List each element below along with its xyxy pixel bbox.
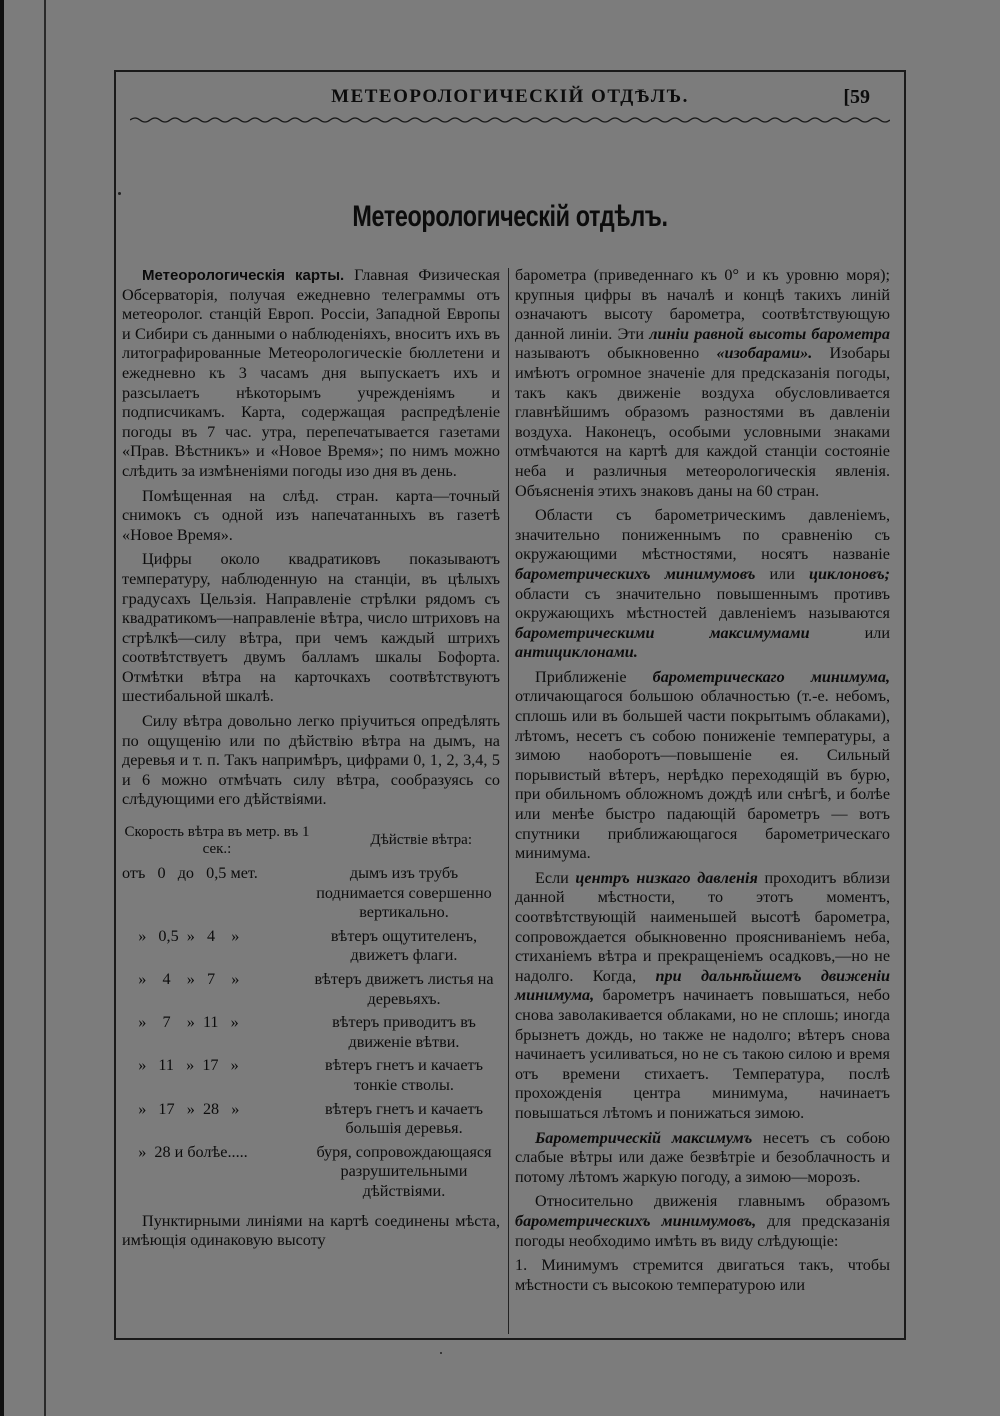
text-run: Области съ барометрическимъ давленіемъ, значительно пониженнымъ по сравненію съ окружающими мѣстностями, носятъ названіе	[515, 506, 890, 564]
wind-speed-header: Скорость вѣтра въ метр. въ 1 сек.:	[124, 824, 310, 858]
emphasis-text: барометрическаго минимума,	[652, 667, 891, 686]
paragraph-minimum-approach	[515, 668, 890, 864]
wind-effect-cell: вѣтеръ движетъ листья на деревьяхъ.	[314, 970, 494, 1008]
running-head	[114, 86, 906, 116]
wind-effect-cell: вѣтеръ ощутителенъ, движетъ флаги.	[330, 926, 478, 965]
wind-speed-cell: » 7 » 11 »	[122, 1013, 239, 1032]
paragraph-map-note: Помѣщенная на слѣд. стран. карта—точный снимокъ съ одной изъ напечатанныхъ въ газетѣ «Новое Время».	[122, 486, 500, 544]
text-run: области съ значительно повышеннымъ противъ окружающихъ мѣстностей давленіемъ называются	[515, 584, 890, 623]
wind-table	[122, 864, 500, 1202]
wind-effect-cell: буря, сопровождающаяся разрушительными дѣйствіями.	[316, 1142, 492, 1200]
text-run: Приближеніе	[535, 667, 627, 686]
wind-speed-cell: » 11 » 17 »	[122, 1056, 239, 1075]
text-run: отличающагося большою облачностью (т.-е. небомъ, сплошь или въ большей части покрытымъ облаками), лѣтомъ, несетъ съ собою пониженіе температуры, а зимою наоборотъ—повышеніе ея. Сильный порывистый вѣтеръ, нерѣдко переходящій въ бурю, при обильномъ обложномъ дождѣ или снѣгѣ, и болѣе или менѣе быстро падающій барометръ — вотъ спутники приближающагося барометрическаго минимума.	[515, 687, 890, 863]
wind-effect-cell: вѣтеръ приводитъ въ движеніе вѣтви.	[332, 1013, 476, 1051]
wind-speed-cell: » 17 » 28 »	[122, 1099, 240, 1118]
text-run: или	[864, 623, 891, 642]
column-divider	[508, 268, 509, 1334]
table-row	[122, 1100, 500, 1139]
page-edge	[0, 0, 4, 1416]
section-title: Метеорологическій отдѣлъ.	[352, 200, 668, 233]
emphasis-text: линіи равной высоты барометра	[649, 324, 890, 343]
text-run: барометра (приведеннаго къ 0° и къ уровню моря); крупныя цифры въ началѣ и концѣ такихъ линій означаютъ высоту барометра, соотвѣтствующую данной линіи. Эти	[515, 266, 890, 343]
lead-heading: Метеорологическія карты.	[142, 267, 345, 284]
margin-line	[44, 0, 46, 1416]
emphasis-text: «изобарами».	[716, 344, 813, 363]
text-run: или	[769, 564, 795, 583]
emphasis-text: антициклонами.	[515, 643, 638, 662]
left-column	[122, 266, 500, 1256]
wind-speed-cell: » 4 » 7 »	[122, 970, 240, 988]
emphasis-text: барометрическихъ минимумовъ	[515, 564, 756, 583]
paragraph-weather-maps	[122, 266, 500, 482]
emphasis-text: барометрическихъ минимумовъ,	[515, 1211, 757, 1230]
wind-effect-cell: вѣтеръ гнетъ и качаетъ тонкіе стволы.	[324, 1056, 483, 1094]
paragraph-symbols: Цифры около квадратиковъ показываютъ температуру, наблюденную на станціи, въ цѣлыхъ градусахъ Цельзія. Направленіе стрѣлки рядомъ съ квадратикомъ—направленіе вѣтра, число штриховъ на стрѣлкѣ—силу вѣтра, при чемъ каждый штрихъ соотвѣтствуетъ двумъ балламъ шкалы Бофорта. Отмѣтки вѣтра на карточкахъ соотвѣтствуютъ шестибальной шкалѣ.	[122, 550, 500, 706]
wind-effect-header: Дѣйствіе вѣтра:	[370, 832, 472, 849]
speck	[118, 192, 121, 195]
right-column	[515, 266, 890, 1300]
paragraph-movement	[515, 1192, 890, 1251]
table-row	[122, 864, 500, 923]
paragraph-isobars-intro: Пунктирными линіями на картѣ соединены мѣста, имѣющія одинаковую высоту	[122, 1211, 500, 1250]
emphasis-text: при дальнѣйшемъ движеніи минимума,	[515, 966, 890, 1005]
text-run: называютъ обыкновенно	[515, 344, 700, 363]
text-run: проходитъ вблизи данной мѣстности, то этотъ моментъ, соотвѣтствующій наименьшей высотѣ барометра, сопровождается обыкновенно проясниваніемъ неба, стиханіемъ вѣтра и прекращеніемъ осадковъ,—но не надолго. Когда,	[515, 868, 890, 985]
wind-table-header	[122, 824, 500, 858]
paragraph-cyclones	[515, 506, 890, 663]
text-run: Если	[535, 868, 569, 887]
text-run: Относительно движенія главнымъ образомъ	[535, 1192, 890, 1211]
paragraph-rule-one: 1. Минимумъ стремится двигаться такъ, чтобы мѣстности съ высокою температурою или	[515, 1256, 890, 1294]
wind-speed-cell: » 0,5 » 4 »	[122, 926, 240, 945]
table-row	[122, 970, 500, 1009]
emphasis-text: Барометрическій максимумъ	[535, 1128, 753, 1147]
paragraph-maximum	[515, 1129, 890, 1188]
paragraph-text: Главная Физическая Обсерваторія, получая ежедневно телеграммы отъ метеоролог. станцій Европ. Россіи, Западной Европы и Сибири съ данными о наблюденіяхъ, вноситъ ихъ въ литографированные Метеорологическіе бюллетени и ежедневно къ 3 часамъ дня выпускаетъ ихъ и разсылаетъ нѣкоторымъ учрежденіямъ и подписчикамъ. Карта, содержащая распредѣленіе погоды въ 7 час. утра, перепечатывается газетами «Прав. Вѣстникъ» и «Новое Время»; по нимъ можно слѣдить за измѣненіями погоды изо дня въ день.	[122, 266, 501, 480]
wind-effect-cell: вѣтеръ гнетъ и качаетъ большія деревья.	[324, 1099, 483, 1138]
text-run: барометръ начинаетъ повышаться, небо снова заволакивается облаками, но не сплошь; иногда брызнетъ дождь, но также не надолго; вѣтеръ снова начинаетъ усиливаться, но не съ такою силою и время отъ времени стихаетъ. Температура, послѣ прохожденія центра минимума, начинаетъ повышаться лѣтомъ и понижаться зимою.	[515, 986, 890, 1122]
wavy-rule	[130, 114, 890, 126]
running-title: МЕТЕОРОЛОГИЧЕСКІЙ ОТДѢЛЪ.	[331, 86, 689, 107]
page-number: [59	[843, 86, 870, 108]
table-row	[122, 1056, 500, 1095]
table-row	[122, 927, 500, 966]
paragraph-low-center	[515, 869, 890, 1124]
text-run: Изобары имѣютъ огромное значеніе для предсказанія погоды, такъ какъ движеніе воздуха обусловливается главнѣйшимъ образомъ разностями въ давленіи воздуха. Наконецъ, особыми условными знаками отмѣчаются на картѣ для каждой станціи состояніе неба и различныя метеорологическія явленія. Объясненія этихъ знаковъ даны на 60 стран.	[515, 344, 891, 500]
table-row	[122, 1143, 500, 1202]
emphasis-text: центръ низкаго давленія	[575, 868, 758, 887]
wind-effect-cell: дымъ изъ трубъ поднимается совершенно вертикально.	[316, 864, 492, 922]
emphasis-text: циклоновъ;	[809, 564, 890, 583]
emphasis-text: барометрическими максимумами	[515, 623, 810, 642]
speck	[440, 1352, 442, 1354]
paragraph-isobars	[515, 266, 890, 501]
paragraph-wind-force: Силу вѣтра довольно легко пріучиться опредѣлять по ощущенію или по дѣйствію вѣтра на дымъ, на деревья и т. п. Такъ напримѣръ, цифрами 0, 1, 2, 3,4, 5 и 6 можно отмѣчать силу вѣтра, сообразуясь со слѣдующими его дѣйствіями.	[122, 712, 500, 809]
wind-speed-cell: отъ 0 до 0,5 мет.	[122, 864, 258, 883]
text-run: несетъ съ собою слабые вѣтры или даже безвѣтріе и безоблачность и потому лѣтомъ жаркую погоду, а зимою—морозъ.	[515, 1128, 891, 1186]
text-run: для предсказанія погоды необходимо имѣть въ виду слѣдующіе:	[515, 1211, 890, 1250]
table-row	[122, 1013, 500, 1052]
wind-speed-cell: » 28 и болѣе.....	[122, 1142, 248, 1161]
